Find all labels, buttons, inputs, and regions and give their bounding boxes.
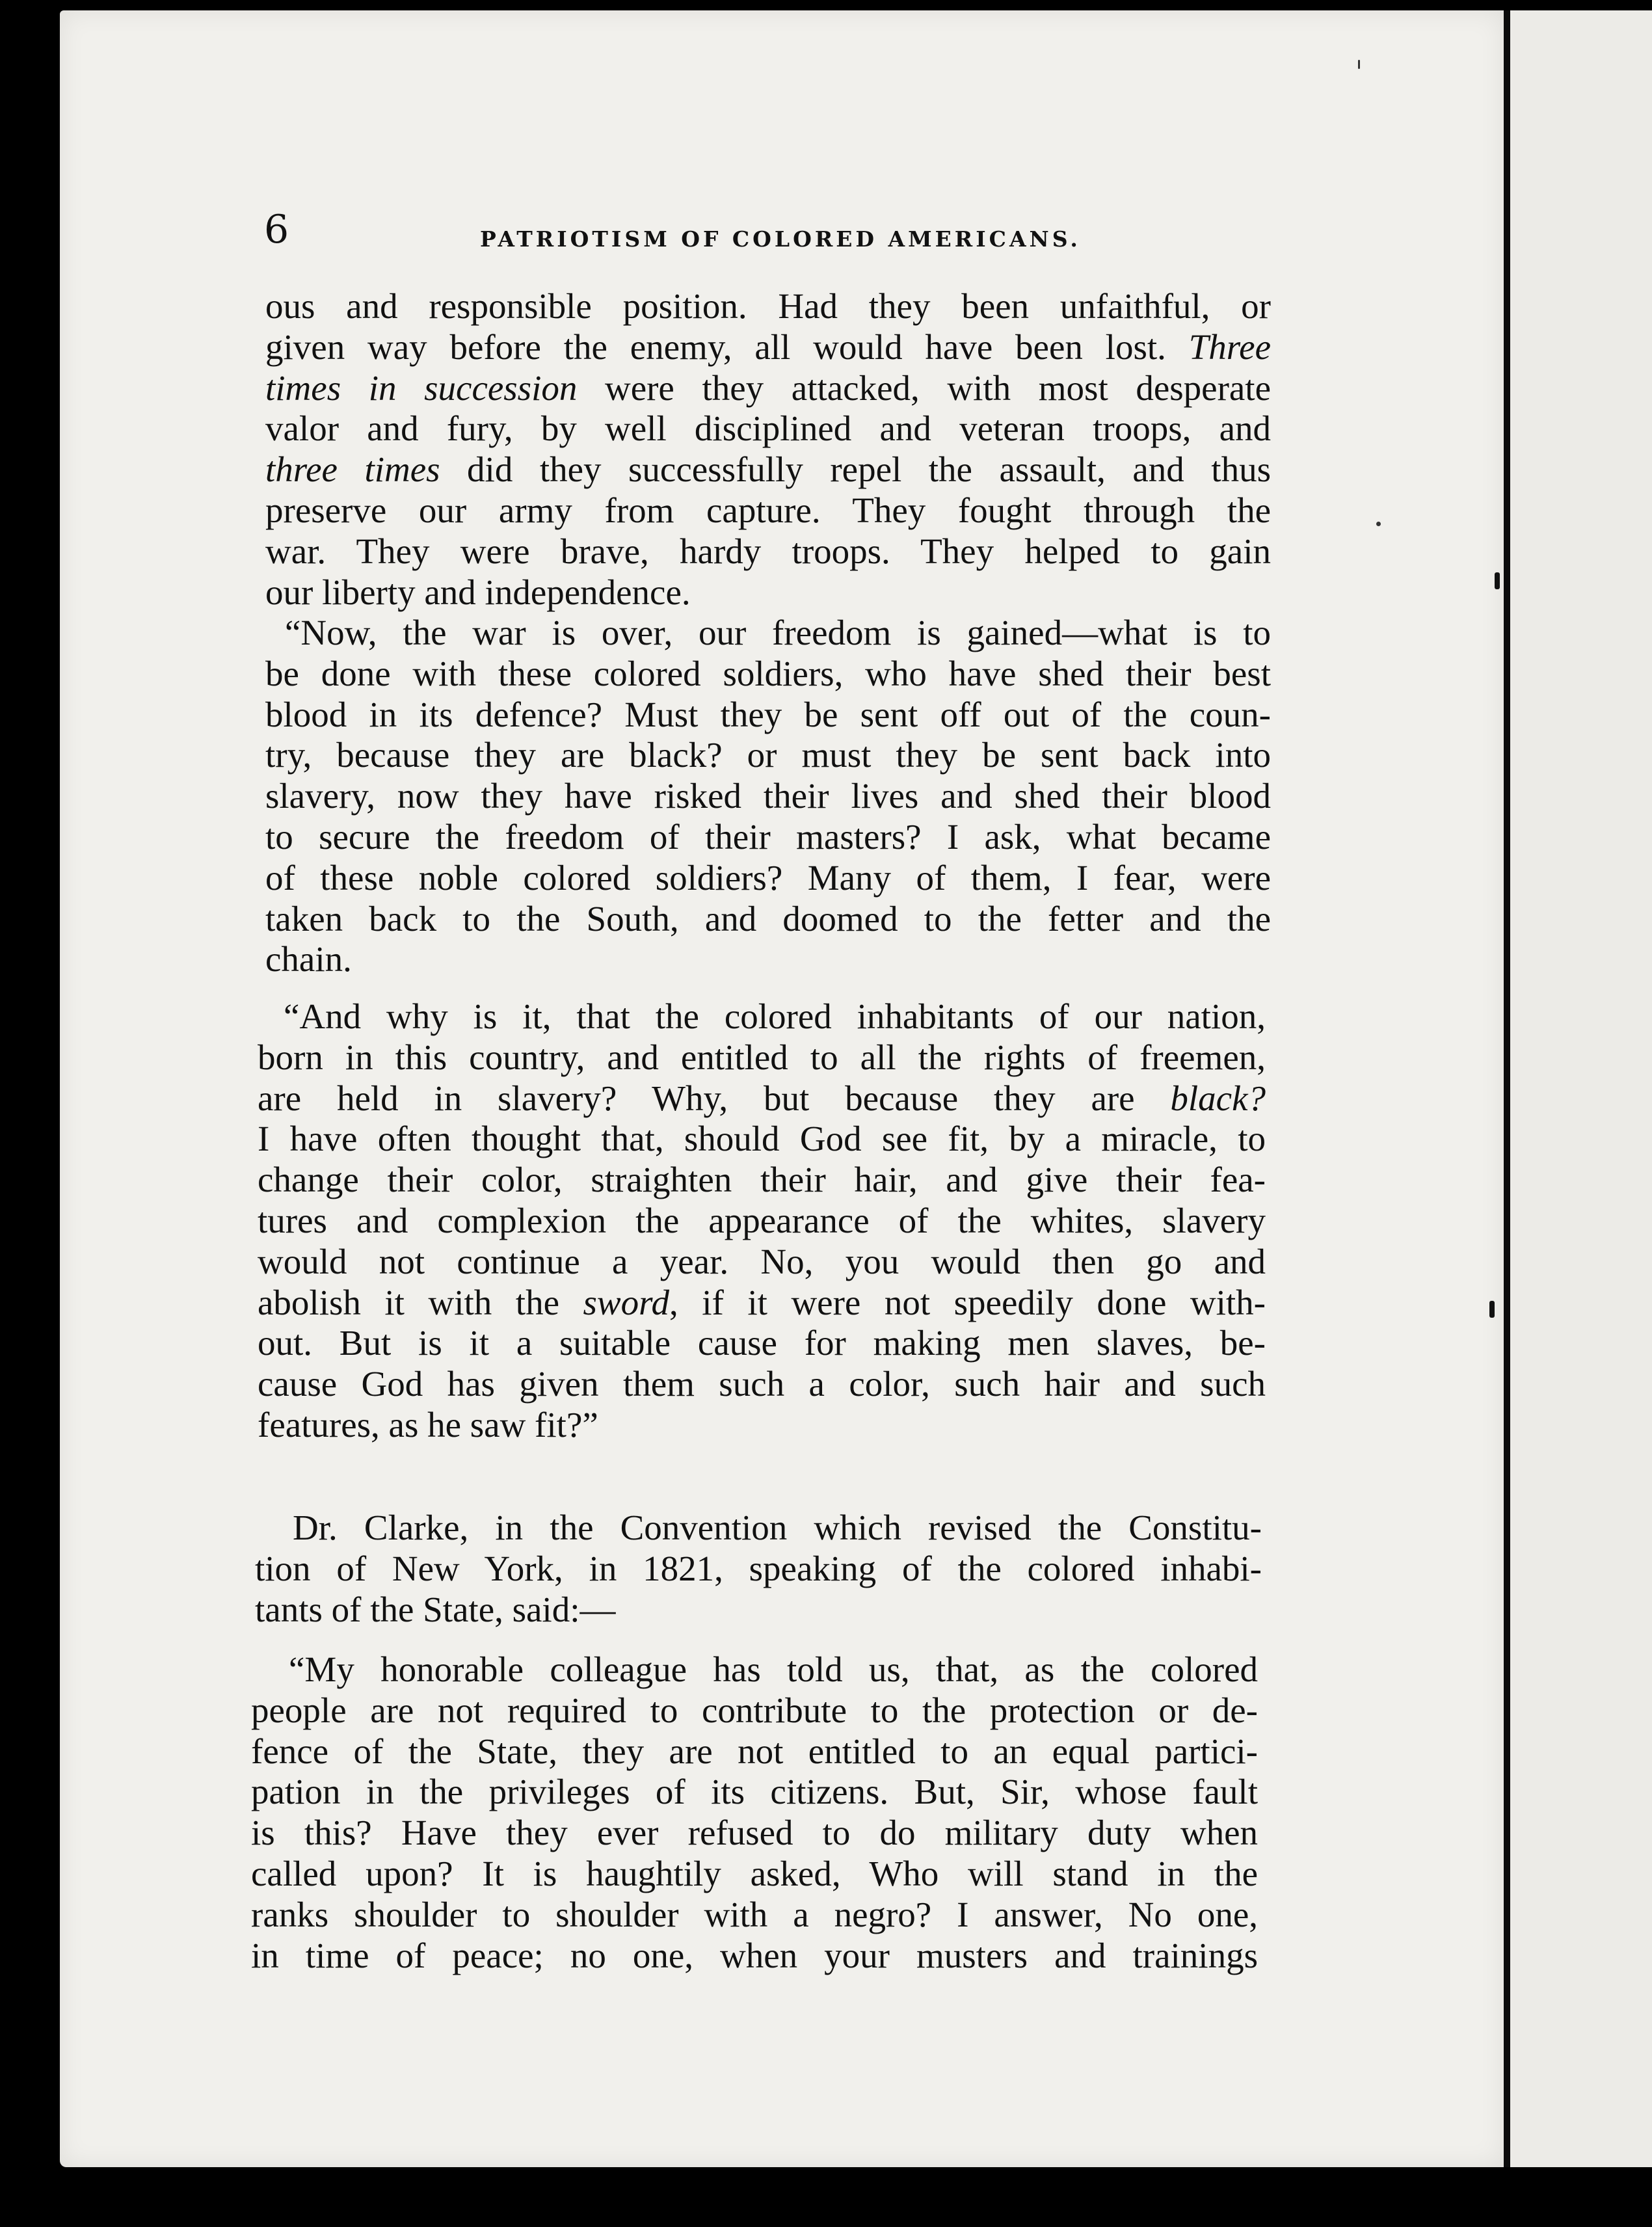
print-speck [1358,60,1360,69]
text-line [258,1078,1266,1119]
paragraph-5 [251,1649,1258,1976]
text-line: blood in its defence? Must they be sent off out of the coun- [265,694,1271,734]
text-line: our liberty and independence. [265,572,691,612]
page-gutter-edge [1504,10,1510,2167]
text-line: change their color, straighten their hair, and give their fea- [258,1160,1266,1200]
text-line: cause God has given them such a color, such hair and such [258,1364,1266,1404]
italic-text: sword [583,1282,669,1322]
italic-text: Three [1188,327,1271,367]
text-line [265,449,1271,490]
text-line: taken back to the South, and doomed to the fetter and the [265,898,1271,939]
italic-text: black? [1170,1078,1266,1118]
text-line: slavery, now they have risked their lives and shed their blood [265,776,1271,816]
text-line: tion of New York, in 1821, speaking of the colored inhabi- [255,1548,1262,1588]
italic-text: times in succession [265,367,578,408]
page-number: 6 [264,207,289,252]
text-line: fence of the State, they are not entitled to an equal partici- [251,1731,1258,1771]
text-line: valor and fury, by well disciplined and veteran troops, and [265,408,1271,449]
text-line: try, because they are black? or must they be sent back into [265,735,1271,775]
paragraph-3 [258,996,1266,1446]
text-line: ous and responsible position. Had they been unfaithful, or [265,286,1271,326]
text-line: “My honorable colleague has told us, that, as the colored [289,1649,1258,1689]
text-line: called upon? It is haughtily asked, Who will stand in the [251,1853,1258,1893]
text-line: would not continue a year. No, you would then go and [258,1241,1266,1281]
text-line: is this? Have they ever refused to do military duty when [251,1813,1258,1853]
text-line: born in this country, and entitled to all the rights of freemen, [258,1037,1266,1077]
text-line: tants of the State, said:— [255,1589,616,1629]
text-segment: were they attacked, with most desperate [577,367,1271,408]
text-line: I have often thought that, should God see fit, by a miracle, to [258,1119,1266,1159]
text-line: people are not required to contribute to the protection or de- [251,1690,1258,1730]
text-line: features, as he saw fit?” [258,1404,598,1445]
text-line [265,368,1271,409]
text-line [258,1283,1266,1324]
text-segment: abolish it with the [258,1282,583,1322]
text-line: be done with these colored soldiers, who have shed their best [265,653,1271,693]
text-line: Dr. Clarke, in the Convention which revised the Constitu- [293,1508,1262,1547]
italic-text: three times [265,449,440,490]
text-line: pation in the privileges of its citizens. But, Sir, whose fault [251,1772,1258,1812]
paragraph-2 [265,613,1271,980]
text-line: out. But is it a suitable cause for making men slaves, be- [258,1323,1266,1363]
text-segment: are held in slavery? Why, but because they are [258,1078,1171,1118]
text-line: “Now, the war is over, our freedom is gained—what is to [285,613,1271,652]
print-speck [1376,522,1381,526]
text-line: of these noble colored soldiers? Many of them, I fear, were [265,857,1271,898]
text-line: tures and complexion the appearance of the whites, slavery [258,1200,1266,1240]
text-line: ranks shoulder to shoulder with a negro? I answer, No one, [251,1894,1258,1934]
text-line: war. They were brave, hardy troops. They helped to gain [265,531,1271,571]
text-line: preserve our army from capture. They fought through the [265,490,1271,530]
text-segment: given way before the enemy, all would have been lost. [265,327,1189,367]
text-line: to secure the freedom of their masters? I ask, what became [265,816,1271,857]
text-segment: did they successfully repel the assault, and thus [440,449,1271,490]
text-line: “And why is it, that the colored inhabitants of our nation, [284,996,1266,1036]
paragraph-4 [255,1508,1262,1630]
facing-page [1510,10,1652,2167]
paragraph-1 [265,286,1271,613]
text-line: chain. [265,939,352,980]
text-line: in time of peace; no one, when your musters and trainings [251,1935,1258,1975]
running-title: PATRIOTISM OF COLORED AMERICANS. [480,226,1081,252]
text-line [265,327,1271,368]
text-segment: , if it were not speedily done with- [669,1282,1266,1322]
binding-mark [1489,1301,1495,1318]
binding-mark [1495,572,1500,589]
